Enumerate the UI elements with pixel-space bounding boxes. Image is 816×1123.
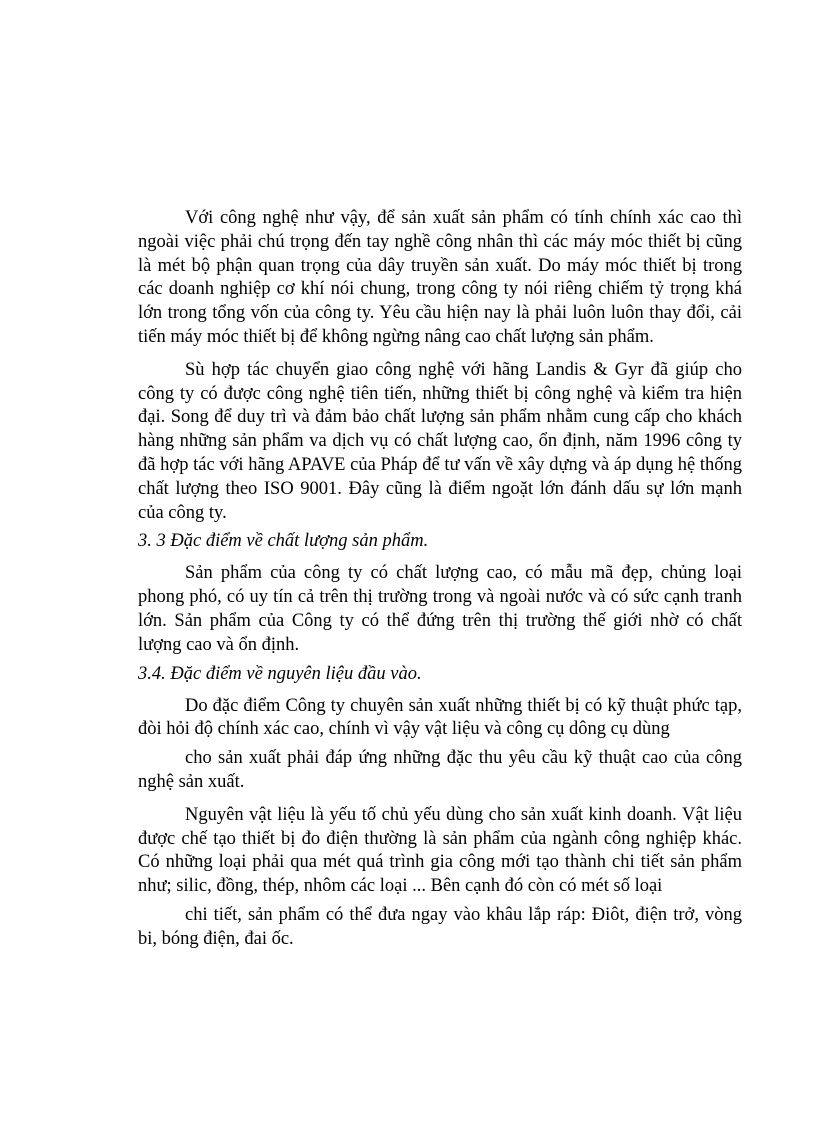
section-heading-materials: 3.4. Đặc điểm về nguyên liệu đầu vào.: [138, 663, 422, 684]
paragraph-equipment: Với công nghệ như vậy, để sản xuất sản phẩm có tính chính xác cao thì ngoài việc phải chú trọng đến tay nghề công nhân thì các máy móc thiết bị cũng là mét bộ phận quan trọng của dây truyền sản xuất. Do máy móc thiết bị trong các doanh nghiệp cơ khí nói chung, trong công ty nói riêng chiếm tỷ trọng khá lớn trong tổng vốn của công ty. Yêu cầu hiện nay là phải luôn luôn thay đổi, cải tiến máy móc thiết bị để không ngừng nâng cao chất lượng sản phẩm.: [138, 208, 742, 347]
section-heading-quality: 3. 3 Đặc điểm về chất lượng sản phẩm.: [138, 531, 429, 552]
paragraph-raw-materials: Nguyên vật liệu là yếu tố chủ yếu dùng cho sản xuất kinh doanh. Vật liệu được chế tạo thiết bị đo điện thường là sản phẩm của ngành công nghiệp khác. Có những loại phải qua mét quá trình gia công mới tạo thành chi tiết sản phẩm như; silic, đồng, thép, nhôm các loại ... Bên cạnh đó còn có mét số loại: [138, 804, 742, 897]
paragraph-cooperation: Sù hợp tác chuyển giao công nghệ với hãng Landis & Gyr đã giúp cho công ty có được công nghệ tiên tiến, những thiết bị công nghệ và kiểm tra hiện đại. Song để duy trì và đảm bảo chất lượng sản phẩm nhằm cung cấp cho khách hàng những sản phẩm va dịch vụ có chất lượng cao, ổn định, năm 1996 công ty đã hợp tác với hãng APAVE của Pháp để tư vấn về xây dựng và áp dụng hệ thống chất lượng theo ISO 9001. Đây cũng là điểm ngoặt lớn đánh dấu sự lớn mạnh của công ty.: [138, 359, 742, 523]
paragraph-product-quality: Sản phẩm của công ty có chất lượng cao, có mẫu mã đẹp, chủng loại phong phó, có uy tín cả trên thị trường trong và ngoài nước và có sức cạnh tranh lớn. Sản phẩm của Công ty có thể đứng trên thị trường thế giới nhờ có chất lượng cao và ổn định.: [138, 563, 742, 655]
body-text: [138, 207, 742, 952]
paragraph-materials-continued: cho sản xuất phải đáp ứng những đặc thu yêu cầu kỹ thuật cao của công nghệ sản xuất.: [138, 748, 742, 792]
paragraph-materials-intro: Do đặc điểm Công ty chuyên sản xuất những thiết bị có kỹ thuật phức tạp, đòi hỏi độ chính xác cao, chính vì vậy vật liệu và công cụ dông cụ dùng: [138, 695, 742, 740]
paragraph-components: chi tiết, sản phẩm có thể đưa ngay vào khâu lắp ráp: Điôt, điện trở, vòng bi, bóng điện, đai ốc.: [138, 904, 742, 949]
